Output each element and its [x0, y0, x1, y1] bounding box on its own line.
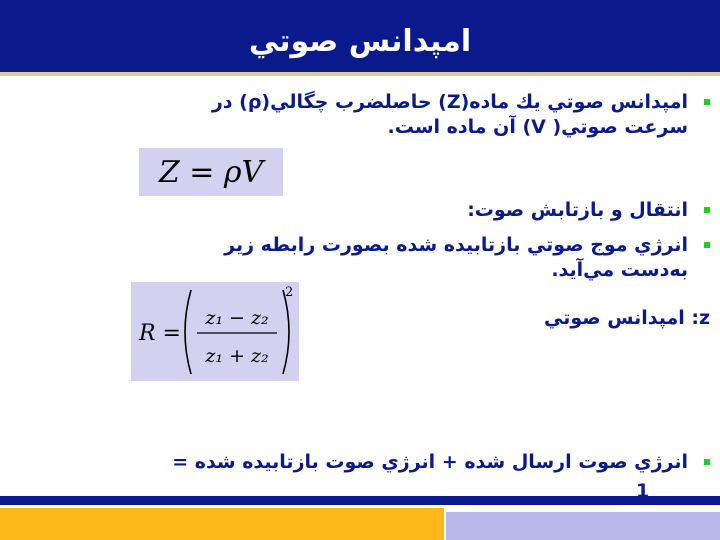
equation-numerator: z₁ − z₂ — [205, 307, 269, 329]
bullet-marker-icon — [704, 99, 710, 105]
bullet-impedance-line-2: سرعت صوتي( V) آن ماده است. — [387, 116, 688, 138]
slide-content — [0, 76, 720, 496]
equation-exponent: 2 — [285, 285, 294, 300]
bullet-energy-sum — [10, 450, 710, 475]
bullet-reflected-energy — [10, 233, 710, 283]
equation-impedance — [139, 148, 283, 196]
bullet-transmission-reflection — [10, 198, 710, 223]
bullet-marker-icon — [704, 242, 710, 248]
footer-orange-bar — [0, 508, 444, 540]
slide-title: امپدانس صوتي — [248, 23, 472, 59]
bullet-impedance-definition — [10, 90, 710, 140]
equation-lhs: R = — [139, 321, 181, 346]
z-definition — [410, 306, 710, 331]
left-paren-icon — [185, 290, 191, 374]
footer-navy-bar — [0, 496, 720, 505]
title-bar — [0, 0, 720, 72]
bullet-transmission-text: انتقال و بازتابش صوت: — [467, 199, 688, 221]
bullet-marker-icon — [704, 459, 710, 465]
equation-reflection — [131, 282, 299, 381]
bullet-marker-icon — [704, 207, 710, 213]
bullet-impedance-line-1: امپدانس صوتي يك ماده(Z) حاصلضرب چگالي(ρ) در — [211, 91, 688, 113]
bullet-reflected-line-2: به‌دست مي‌آيد. — [551, 259, 688, 281]
equation-impedance-text: Z = ρV — [158, 154, 264, 190]
equation-reflection-graphic — [131, 282, 299, 381]
footer-lavender-bar — [446, 512, 720, 540]
z-definition-text: z: امپدانس صوتي — [543, 307, 710, 329]
bullet-reflected-line-1: انرژي موج صوتي بازتابيده شده بصورت رابطه زير — [224, 234, 688, 256]
bullet-energy-sum-text: انرژي صوت ارسال شده + انرژي صوت بازتابيده شده = — [172, 451, 688, 473]
equation-denominator: z₁ + z₂ — [205, 345, 269, 367]
equation-trailing-value: 1 — [636, 480, 650, 502]
right-paren-icon — [283, 290, 289, 374]
